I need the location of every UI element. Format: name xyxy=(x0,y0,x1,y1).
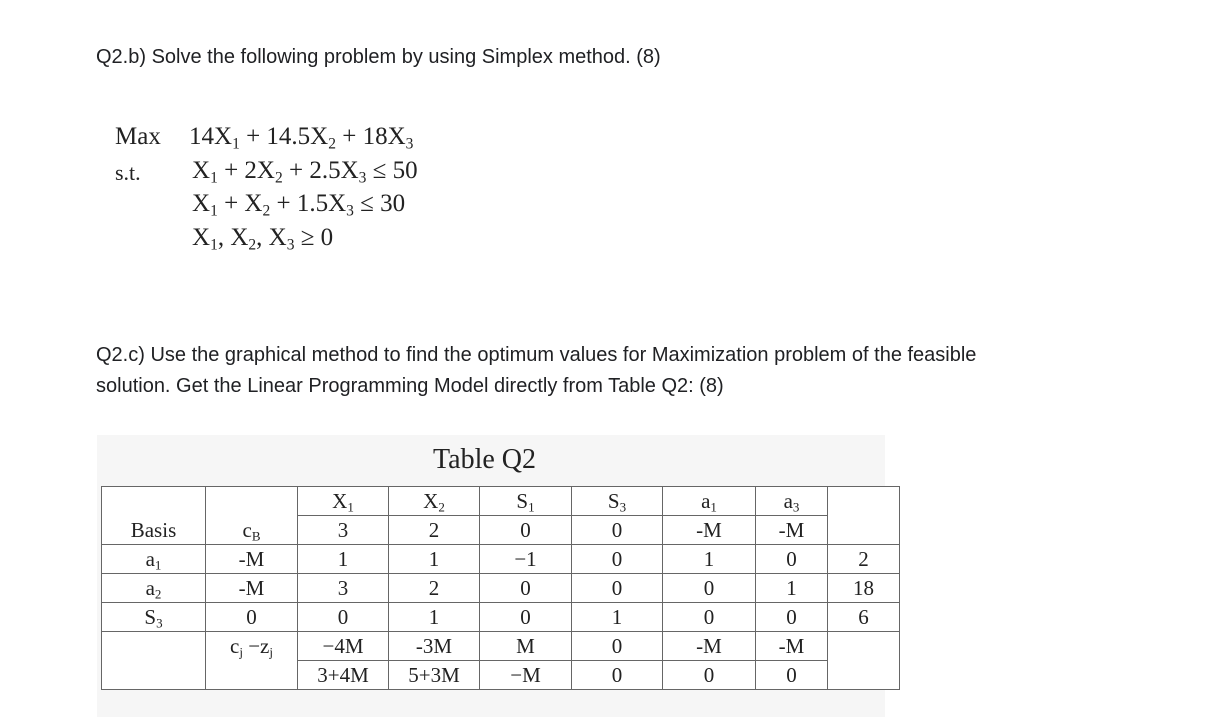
cost-cell: 0 xyxy=(480,516,572,545)
cz-label: $c_j -z_j$ xyxy=(206,632,298,661)
table-cell: 0 xyxy=(298,603,389,632)
table-cell: 0 xyxy=(756,545,828,574)
table-cell xyxy=(206,487,298,516)
column-header-s3: $S_3$ xyxy=(572,487,663,516)
cost-cell: 0 xyxy=(572,516,663,545)
table-cell: 1 xyxy=(298,545,389,574)
rhs-cell: 6 xyxy=(828,603,900,632)
objective-function: $14X_1 + 14.5X_2 + 18X_3$ xyxy=(189,123,414,153)
table-cell: 1 xyxy=(663,545,756,574)
rhs-cell: 2 xyxy=(828,545,900,574)
table-cell: -M xyxy=(756,632,828,661)
table-cell: 0 xyxy=(572,632,663,661)
table-row xyxy=(102,632,900,661)
table-caption: Table Q2 xyxy=(433,444,537,475)
column-header-s1: $S_1$ xyxy=(480,487,572,516)
cost-cell: -M xyxy=(663,516,756,545)
table-row xyxy=(102,661,900,690)
table-cell xyxy=(206,661,298,690)
table-cell: −4M xyxy=(298,632,389,661)
table-cell: 1 xyxy=(572,603,663,632)
table-cell xyxy=(828,661,900,690)
cb-cell: -M xyxy=(206,574,298,603)
table-cell xyxy=(102,487,206,516)
table-cell: 0 xyxy=(480,603,572,632)
q2b-heading: Q2.b) Solve the following problem by using Simplex method. (8) xyxy=(96,46,661,68)
table-row xyxy=(102,603,900,632)
table-cell: 0 xyxy=(663,574,756,603)
table-cell: 0 xyxy=(756,603,828,632)
cb-cell: 0 xyxy=(206,603,298,632)
rhs-cell: 18 xyxy=(828,574,900,603)
table-cell xyxy=(828,632,900,661)
column-header-a1: $a_1$ xyxy=(663,487,756,516)
table-cell xyxy=(828,487,900,516)
max-label: Max xyxy=(115,123,161,150)
q2c-text-line-2: solution. Get the Linear Programming Model directly from Table Q2: (8) xyxy=(96,375,724,397)
basis-cell: $S_3$ xyxy=(102,603,206,632)
table-cell xyxy=(828,516,900,545)
table-cell: -M xyxy=(663,632,756,661)
basis-header: Basis xyxy=(102,516,206,545)
table-cell: 2 xyxy=(389,574,480,603)
constraint-1: $X_1 + 2X_2 + 2.5X_3 \le 50$ xyxy=(192,157,418,187)
table-cell: 1 xyxy=(389,545,480,574)
simplex-table xyxy=(101,486,900,690)
table-cell: 5+3M xyxy=(389,661,480,690)
table-cell: 1 xyxy=(389,603,480,632)
column-header-x1: $X_1$ xyxy=(298,487,389,516)
table-cell: 0 xyxy=(663,603,756,632)
table-cell: 0 xyxy=(572,545,663,574)
cb-header: $c_B$ xyxy=(206,516,298,545)
cb-cell: -M xyxy=(206,545,298,574)
cost-cell: 2 xyxy=(389,516,480,545)
table-cell: 3 xyxy=(298,574,389,603)
basis-cell: $a_2$ xyxy=(102,574,206,603)
table-row xyxy=(102,516,900,545)
q2c-text-line-1: Q2.c) Use the graphical method to find the optimum values for Maximization problem of the feasible xyxy=(96,344,977,366)
table-cell: 1 xyxy=(756,574,828,603)
table-cell: 0 xyxy=(663,661,756,690)
table-cell: 0 xyxy=(572,574,663,603)
table-cell: 0 xyxy=(572,661,663,690)
table-cell: −1 xyxy=(480,545,572,574)
table-cell: 0 xyxy=(756,661,828,690)
cost-cell: -M xyxy=(756,516,828,545)
table-cell: −M xyxy=(480,661,572,690)
column-header-a3: $a_3$ xyxy=(756,487,828,516)
cost-cell: 3 xyxy=(298,516,389,545)
table-row xyxy=(102,487,900,516)
basis-cell: $a_1$ xyxy=(102,545,206,574)
table-cell: 3+4M xyxy=(298,661,389,690)
table-cell: -3M xyxy=(389,632,480,661)
table-cell: M xyxy=(480,632,572,661)
table-cell: 0 xyxy=(480,574,572,603)
table-row xyxy=(102,574,900,603)
nonnegativity-constraint: $X_1$, $X_2$, $X_3 \ge 0$ xyxy=(192,224,334,254)
column-header-x2: $X_2$ xyxy=(389,487,480,516)
table-row xyxy=(102,545,900,574)
constraint-2: $X_1 + X_2 + 1.5X_3 \le 30$ xyxy=(192,190,406,220)
table-cell xyxy=(102,632,206,661)
st-label: s.t. xyxy=(115,160,141,185)
table-cell xyxy=(102,661,206,690)
